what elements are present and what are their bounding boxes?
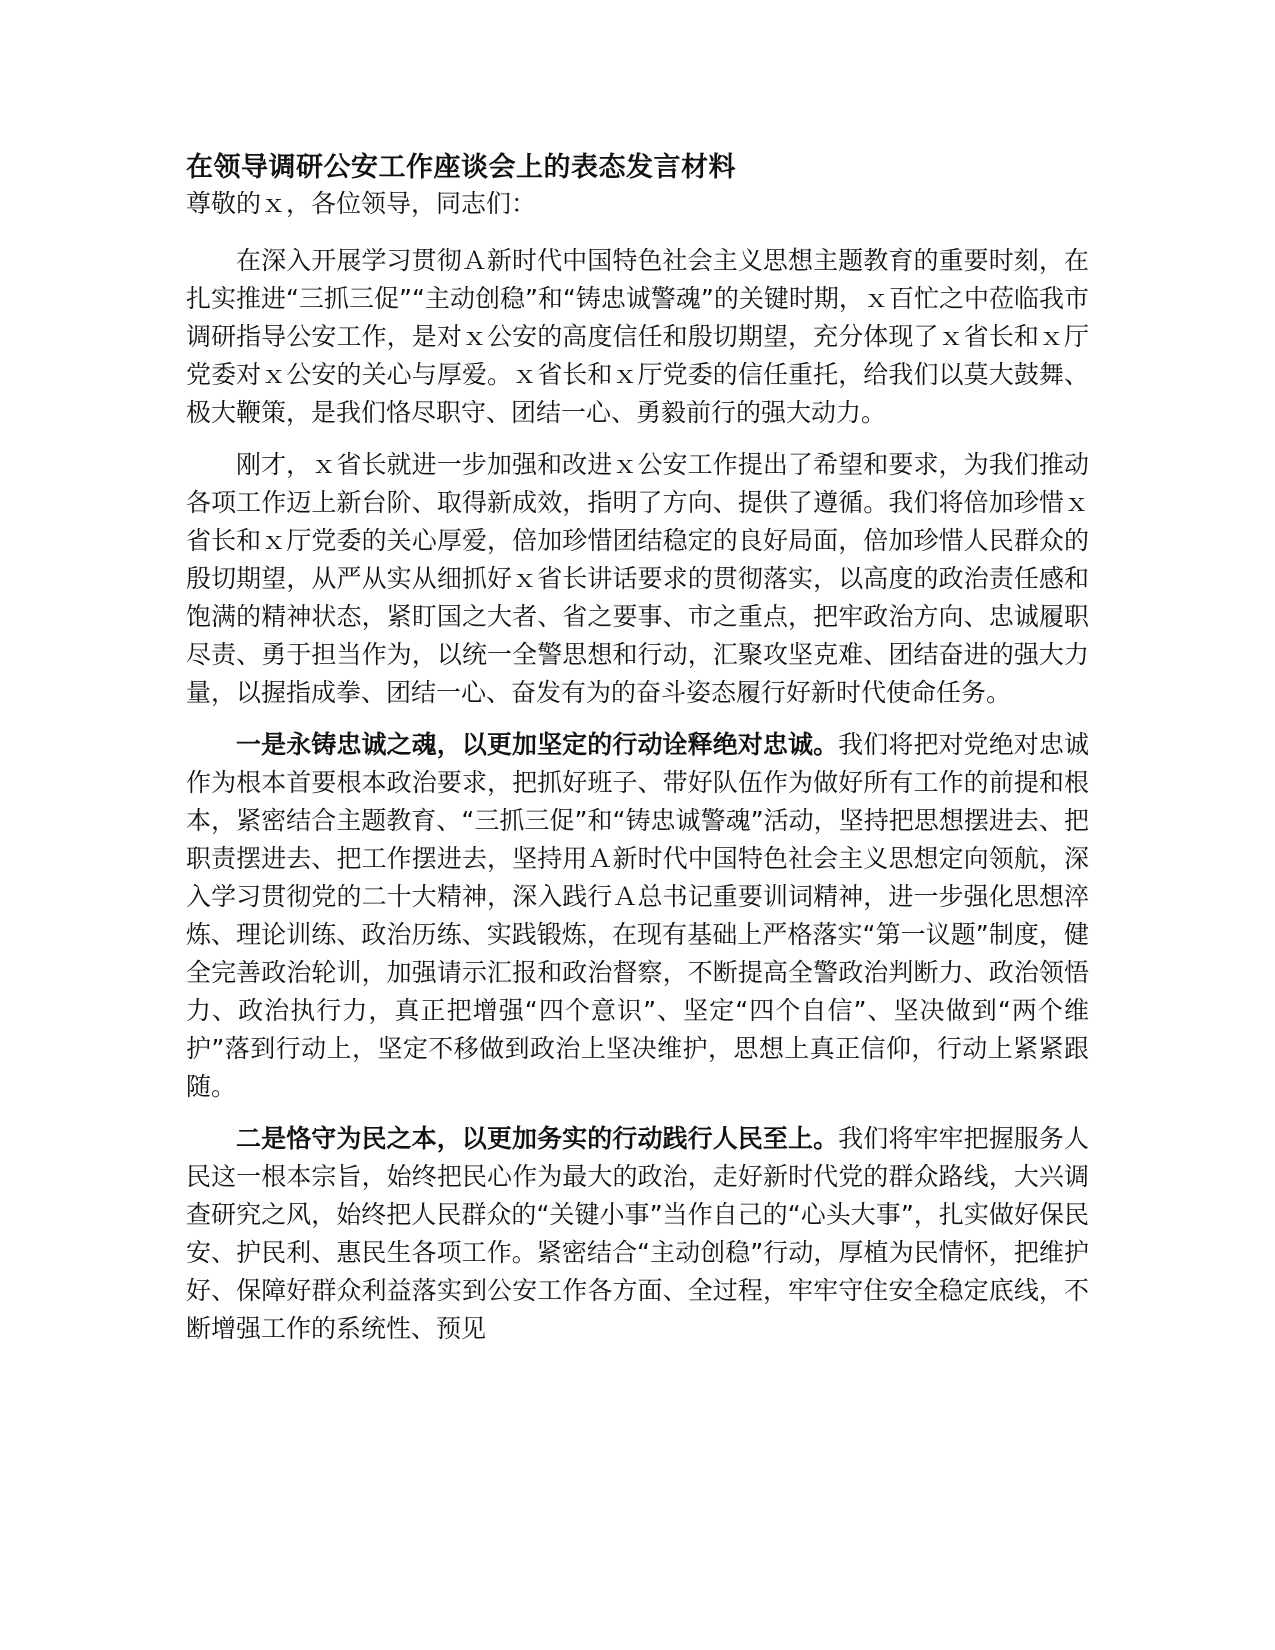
paragraph-opening <box>186 242 1089 432</box>
paragraph-text: 我们将牢牢把握服务人民这一根本宗旨，始终把民心作为最大的政治，走好新时代党的群众路线，大兴调查研究之风，始终把人民群众的“关键小事”当作自己的“心头大事”，扎实做好保民安、护民利、惠民生各项工作。紧密结合“主动创稳”行动，厚植为民情怀，把维护好、保障好群众利益落实到公安工作各方面、全过程，牢牢守住安全稳定底线，不断增强工作的系统性、预见 <box>186 1124 1089 1343</box>
paragraph-text: 刚才，ｘ省长就进一步加强和改进ｘ公安工作提出了希望和要求，为我们推动各项工作迈上新台阶、取得新成效，指明了方向、提供了遵循。我们将倍加珍惜ｘ省长和ｘ厅党委的关心厚爱，倍加珍惜团结稳定的良好局面，倍加珍惜人民群众的殷切期望，从严从实从细抓好ｘ省长讲话要求的贯彻落实，以高度的政治责任感和饱满的精神状态，紧盯国之大者、省之要事、市之重点，把牢政治方向、忠诚履职尽责、勇于担当作为，以统一全警思想和行动，汇聚攻坚克难、团结奋进的强大力量，以握指成拳、团结一心、奋发有为的奋斗姿态履行好新时代使命任务。 <box>186 450 1089 707</box>
paragraph-lead: 二是恪守为民之本，以更加务实的行动践行人民至上。 <box>236 1124 839 1153</box>
paragraph-text: 我们将把对党绝对忠诚作为根本首要根本政治要求，把抓好班子、带好队伍作为做好所有工作的前提和根本，紧密结合主题教育、“三抓三促”和“铸忠诚警魂”活动，坚持把思想摆进去、把职责摆进去、把工作摆进去，坚持用Ａ新时代中国特色社会主义思想定向领航，深入学习贯彻党的二十大精神，深入践行Ａ总书记重要训词精神，进一步强化思想淬炼、理论训练、政治历练、实践锻炼，在现有基础上严格落实“第一议题”制度，健全完善政治轮训，加强请示汇报和政治督察，不断提高全警政治判断力、政治领悟力、政治执行力，真正把增强“四个意识”、坚定“四个自信”、坚决做到“两个维护”落到行动上，坚定不移做到政治上坚决维护，思想上真正信仰，行动上紧紧跟随。 <box>186 730 1089 1101</box>
paragraph-lead: 一是永铸忠诚之魂，以更加坚定的行动诠释绝对忠诚。 <box>236 730 839 759</box>
paragraph-point-two <box>186 1120 1089 1348</box>
paragraph-text: 在深入开展学习贯彻Ａ新时代中国特色社会主义思想主题教育的重要时刻，在扎实推进“三抓三促”“主动创稳”和“铸忠诚警魂”的关键时期，ｘ百忙之中莅临我市调研指导公安工作，是对ｘ公安的高度信任和殷切期望，充分体现了ｘ省长和ｘ厅党委对ｘ公安的关心与厚爱。ｘ省长和ｘ厅党委的信任重托，给我们以莫大鼓舞、极大鞭策，是我们恪尽职守、团结一心、勇毅前行的强大动力。 <box>186 246 1089 427</box>
salutation: 尊敬的ｘ，各位领导，同志们： <box>186 189 537 218</box>
document-title: 在领导调研公安工作座谈会上的表态发言材料 <box>186 152 736 183</box>
paragraph-point-one <box>186 726 1089 1106</box>
document-body <box>186 150 1089 1362</box>
paragraph-commitment <box>186 446 1089 712</box>
